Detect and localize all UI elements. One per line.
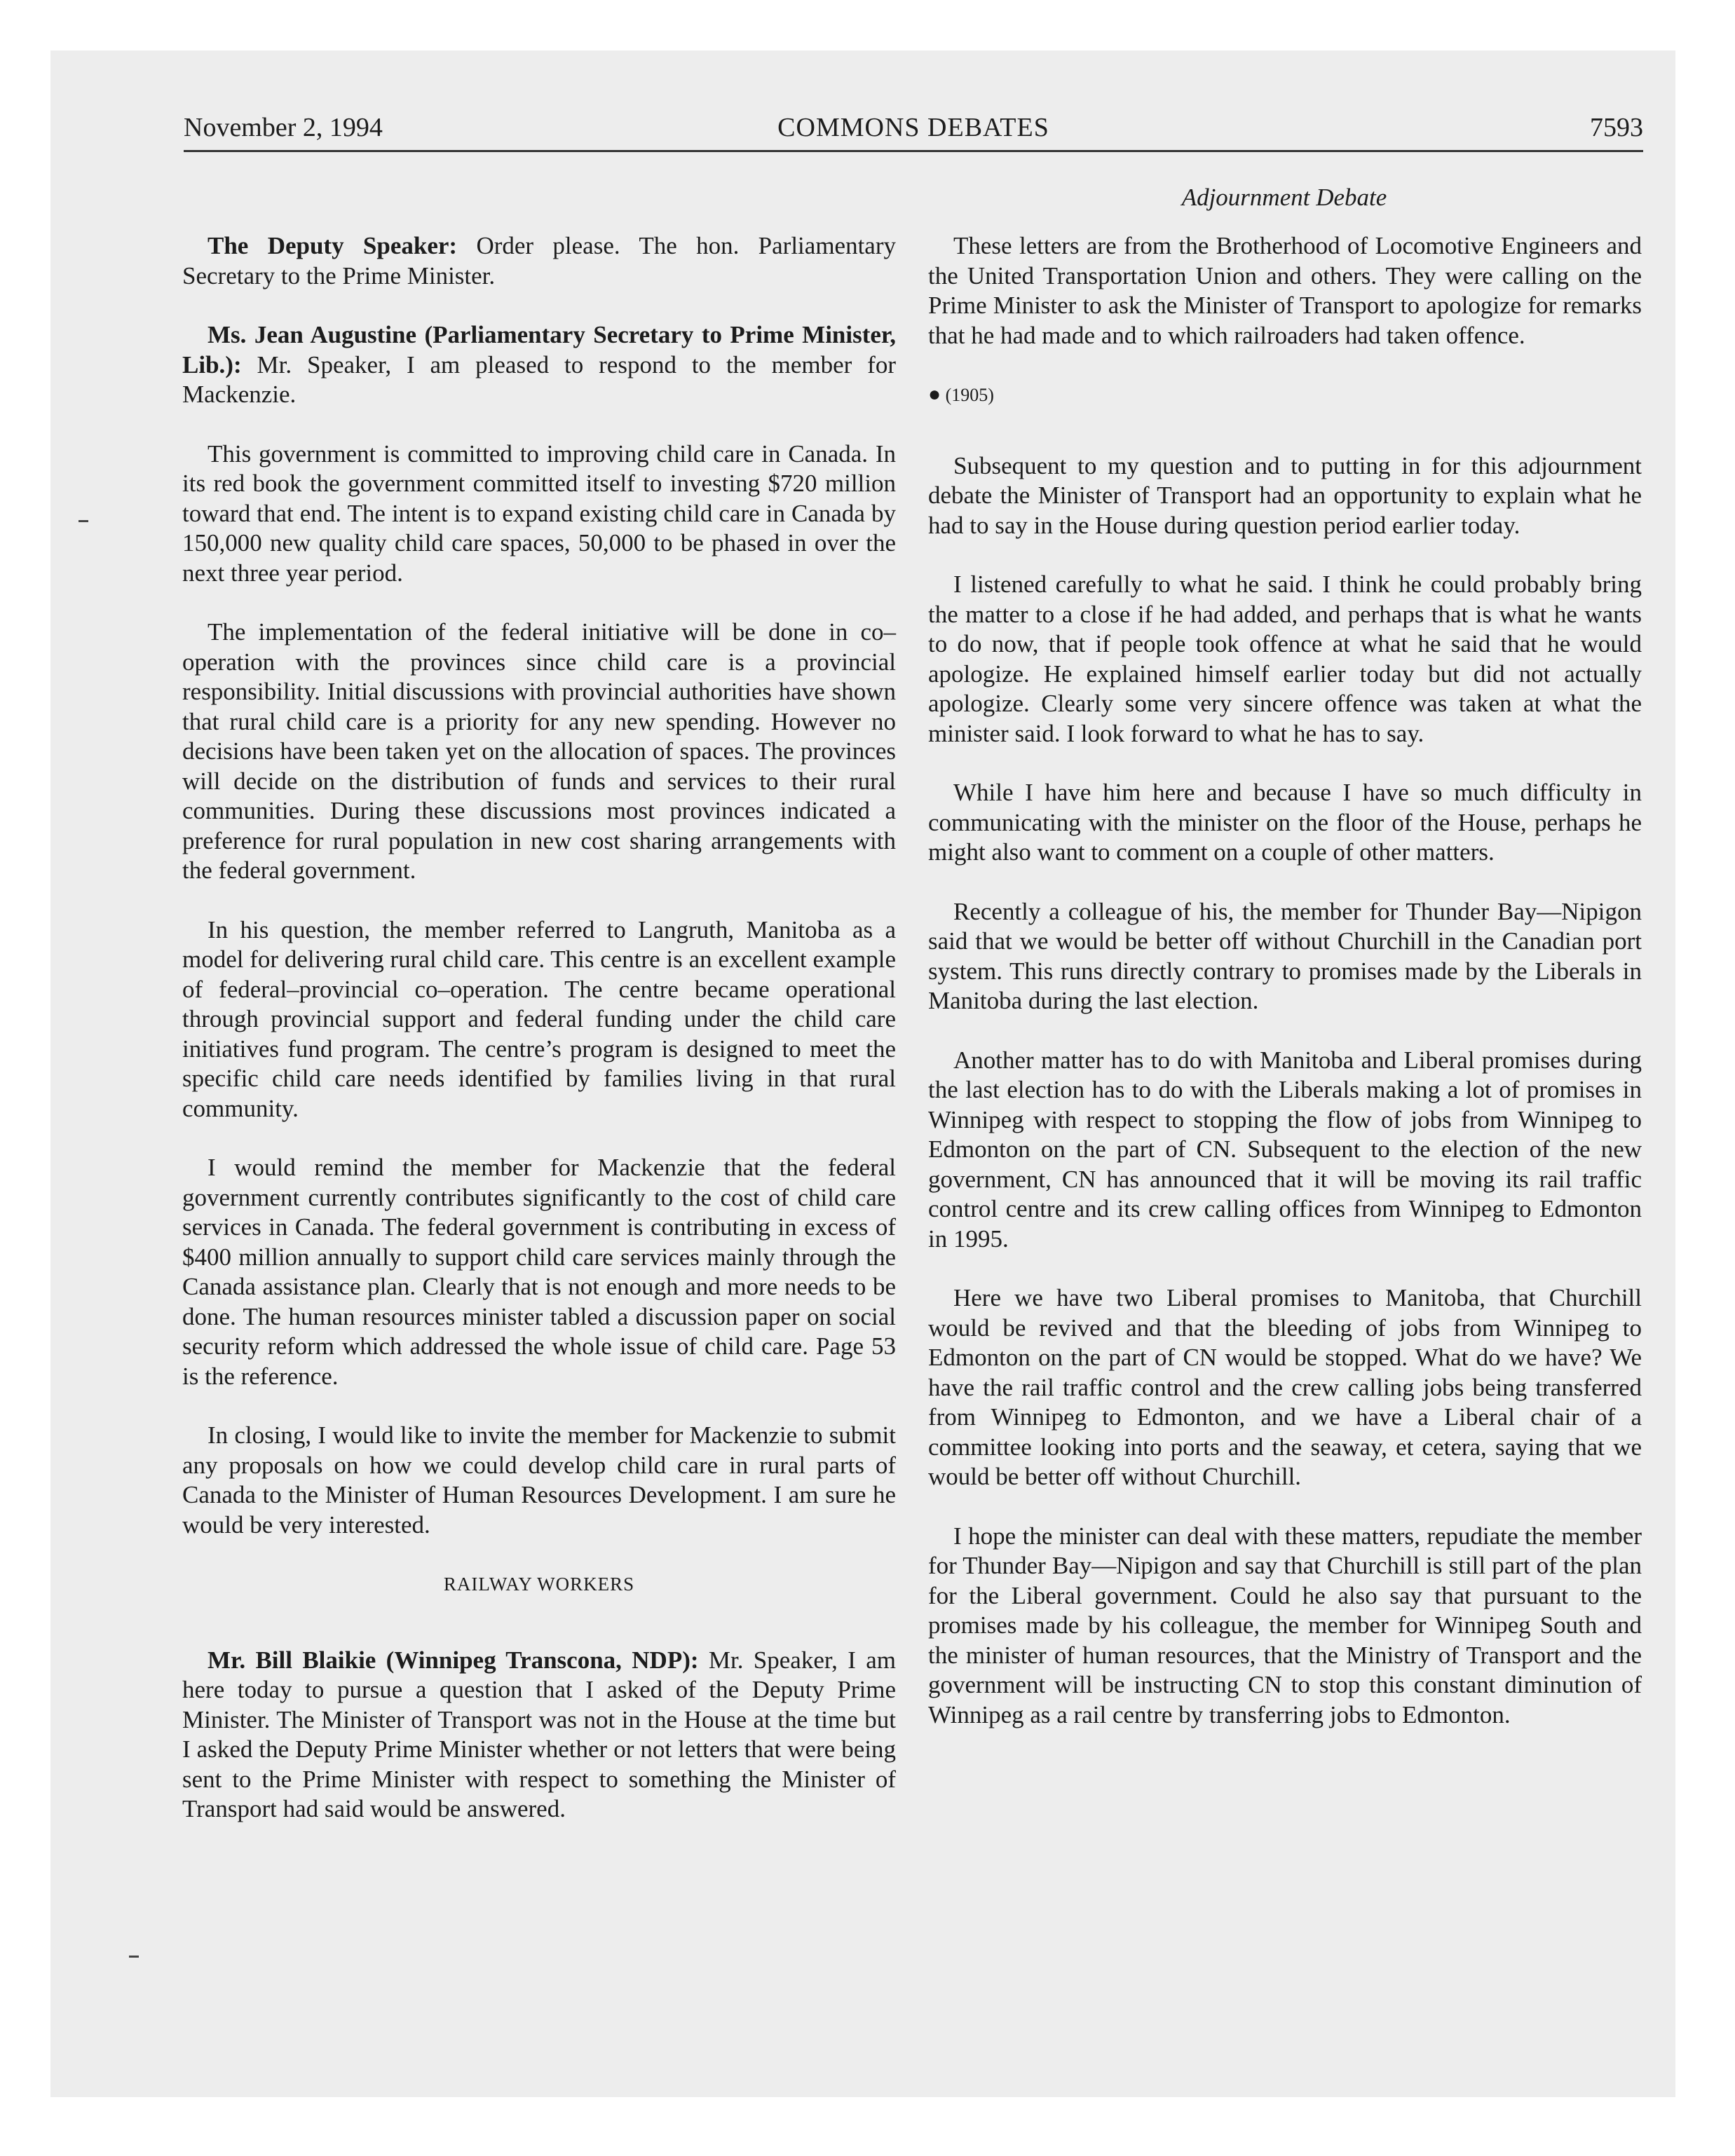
right-column-paragraphs (928, 231, 1642, 350)
timestamp-text: (1905) (945, 385, 994, 405)
paragraph (928, 1522, 1642, 1731)
paragraph-text: I hope the minister can deal with these matters, repudiate the member for Thunder Bay—Nipigon and say that Churchill is still part of the plan for the Liberal government. Could he also say that pursuant to the promises made by his colleague, the member for Winnipeg South and the minister of human resources, that the Ministry of Transport and the government will be instructing CN to stop this constant diminution of Winnipeg as a rail centre by transferring jobs to Edmonton. (928, 1522, 1642, 1728)
paragraph-text: Here we have two Liberal promises to Manitoba, that Churchill would be revived and that the bleeding of jobs from Winnipeg to Edmonton on the part of CN would be stopped. What do we have? We have the rail traffic control and the crew calling jobs being transferred from Winnipeg to Edmonton, and we have a Liberal chair of a committee looking into ports and the seaway, et cetera, saying that we would be better off without Churchill. (928, 1284, 1642, 1490)
right-column (928, 231, 1642, 1759)
paragraph (928, 897, 1642, 1016)
paragraph-text: Mr. Speaker, I am pleased to respond to the member for Mackenzie. (182, 350, 896, 408)
paragraph-text: These letters are from the Brotherhood of Locomotive Engineers and the United Transportation Union and others. They were calling on the Prime Minister to ask the Minister of Transport to apologize for remarks that he had made and to which railroaders had taken offence. (928, 232, 1642, 349)
paragraph-text: Recently a colleague of his, the member for Thunder Bay—Nipigon said that we would be better off without Churchill in the Canadian port system. This runs directly contrary to promises made by the Liberals in Manitoba during the last election. (928, 897, 1642, 1014)
paragraph (182, 1153, 896, 1391)
section-heading: RAILWAY WORKERS (443, 1574, 635, 1595)
paragraph (928, 570, 1642, 749)
margin-mark (129, 1956, 139, 1958)
margin-mark (79, 520, 88, 522)
paragraph-text: Another matter has to do with Manitoba and Liberal promises during the last election has to do with the Liberals making a lot of promises in Winnipeg with respect to stopping the flow of jobs from Winnipeg to Edmonton on the part of CN. Subsequent to the election of the new government, CN has announced that it will be moving its rail traffic control centre and its crew calling offices from Winnipeg to Edmonton in 1995. (928, 1046, 1642, 1253)
paragraph-text: Order please. The hon. Parliamentary Secretary to the Prime Minister. (182, 232, 896, 289)
header-journal-title: COMMONS DEBATES (777, 113, 1049, 142)
paragraph-text: In his question, the member referred to Langruth, Manitoba as a model for delivering rural child care. This centre is an excellent example of federal–provincial co–operation. The centre became operational through provincial support and federal funding under the child care initiatives fund program. The centre’s program is designed to meet the specific child care needs identified by families living in that rural community. (182, 915, 896, 1122)
paragraph-text: Mr. Speaker, I am here today to pursue a question that I asked of the Deputy Prime Minister. The Minister of Transport was not in the House at the time but I asked the Deputy Prime Minister whether or not letters that were being sent to the Prime Minister with respect to something the Minister of Transport had said would be answered. (182, 1646, 896, 1822)
paragraph (182, 439, 896, 589)
paragraph (928, 231, 1642, 350)
left-column-paragraphs-after (182, 1646, 896, 1824)
page-header (184, 112, 1643, 152)
paragraph (182, 231, 896, 291)
paragraph-text: The implementation of the federal initiative will be done in co–operation with the provinces since child care is a provincial responsibility. Initial discussions with provincial authorities have shown that rural child care is a priority for any new spending. However no decisions have been taken yet on the allocation of spaces. The provinces will decide on the distribution of funds and services to their rural communities. During these discussions most provinces indicated a preference for rural population in new cost sharing arrangements with the federal government. (182, 618, 896, 884)
paragraph (928, 1046, 1642, 1255)
paragraph (928, 778, 1642, 868)
paragraph-text: This government is committed to improving child care in Canada. In its red book the government committed itself to investing $720 million toward that end. The intent is to expand existing child care in Canada by 150,000 new quality child care spaces, 50,000 to be phased in over the next three year period. (182, 439, 896, 587)
paragraph (182, 1646, 896, 1824)
paragraph (182, 618, 896, 886)
paragraph (182, 320, 896, 410)
timestamp-bullet: ● (928, 383, 941, 406)
right-column-paragraphs-after (928, 451, 1642, 1731)
paragraph (928, 1283, 1642, 1492)
paragraph (182, 915, 896, 1124)
speaker-name: Ms. Jean Augustine (Parliamentary Secretary to Prime Minister, Lib.): (182, 321, 896, 378)
speaker-name: Mr. Bill Blaikie (Winnipeg Transcona, NDP): (207, 1646, 699, 1674)
paragraph-text: In closing, I would like to invite the member for Mackenzie to submit any proposals on how we could develop child care in rural parts of Canada to the Minister of Human Resources Development. I am sure he would be very interested. (182, 1421, 896, 1538)
running-head: Adjournment Debate (1181, 184, 1387, 211)
left-column-paragraphs (182, 231, 896, 1540)
paragraph-text: I listened carefully to what he said. I think he could probably bring the matter to a close if he had added, and perhaps that is what he wants to do now, that if people took offence at what he said that he would apologize. He explained himself earlier today but did not actually apologize. Clearly some very sincere offence was taken at what the minister said. I look forward to what he has to say. (928, 571, 1642, 747)
header-date: November 2, 1994 (184, 113, 383, 142)
paragraph (182, 1421, 896, 1540)
paragraph-text: I would remind the member for Mackenzie that the federal government currently contributes significantly to the cost of child care services in Canada. The federal government is contributing in excess of $400 million annually to support child care services mainly through the Canada assistance plan. Clearly that is not enough and more needs to be done. The human resources minister tabled a discussion paper on social security reform which addressed the whole issue of child care. Page 53 is the reference. (182, 1154, 896, 1390)
paragraph-text: Subsequent to my question and to putting in for this adjournment debate the Minister of Transport had an opportunity to explain what he had to say in the House during question period earlier today. (928, 451, 1642, 539)
speaker-name: The Deputy Speaker: (207, 232, 458, 259)
paragraph-text: While I have him here and because I have so much difficulty in communicating with the minister on the floor of the House, perhaps he might also want to comment on a couple of other matters. (928, 779, 1642, 866)
paragraph (928, 451, 1642, 541)
header-page-number: 7593 (1590, 113, 1643, 142)
left-column (182, 231, 896, 1854)
timestamp (928, 380, 1642, 411)
